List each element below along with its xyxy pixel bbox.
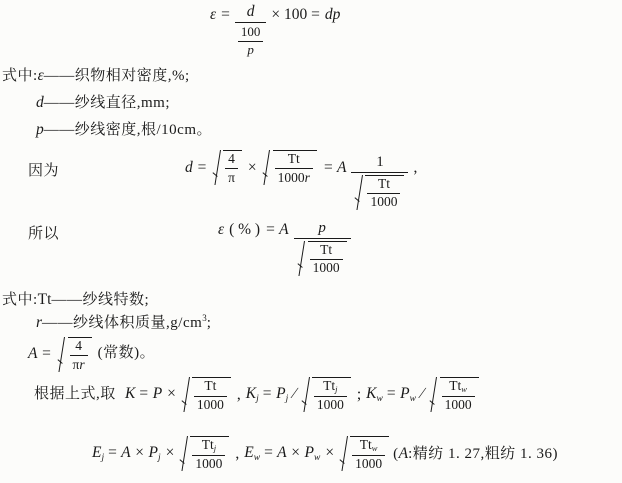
square-root [340, 436, 389, 472]
K-term [366, 385, 423, 405]
A-symbol: A [398, 444, 409, 462]
Tt-symbol: Tt [449, 378, 462, 393]
square-root [213, 150, 242, 186]
r-symbol: r [36, 314, 43, 331]
E-term [92, 444, 174, 464]
r-symbol: r [304, 169, 310, 185]
denominator: p [247, 42, 254, 58]
so-label: 所以 [28, 226, 60, 242]
separator: , [235, 445, 240, 463]
subscript: w [461, 384, 467, 394]
fraction [225, 152, 238, 186]
radicand [350, 436, 389, 472]
radical-sign [182, 377, 192, 413]
equals-P: = P [138, 385, 163, 403]
note-text: :精纺 1. 27,粗纺 1. 36) [408, 445, 559, 462]
subscript: w [376, 394, 383, 405]
operator: ∕ [293, 385, 296, 403]
legend-description: 纱线特数; [82, 292, 150, 308]
open-paren: ( [393, 445, 399, 462]
fraction [314, 379, 347, 413]
subscript: j [256, 394, 259, 405]
radical-sign [213, 150, 223, 186]
legend-label: 式中: [2, 68, 38, 84]
A-values-note [393, 445, 558, 463]
denominator: 1000 [195, 456, 223, 472]
subscript: w [371, 443, 378, 453]
denominator: 1000 [196, 397, 224, 413]
denominator [351, 175, 408, 215]
radical-sign [180, 436, 190, 472]
K-symbol: K [366, 385, 377, 403]
times-sign: × [247, 159, 257, 176]
legend-description: 纱线密度,根/10cm。 [74, 122, 212, 138]
equals-A: = A [265, 221, 289, 238]
square-root [182, 377, 231, 413]
radicand [440, 377, 479, 413]
fraction [192, 438, 225, 472]
Tt-symbol: Tt [37, 291, 52, 308]
d-symbol: d [36, 94, 44, 111]
formula-constant-A [28, 337, 155, 373]
radicand [68, 337, 92, 373]
legend-description: 纱线直径,mm; [74, 95, 171, 111]
legend-label: 式中: [2, 292, 38, 308]
subscript: j [285, 394, 289, 405]
legend-description: 纱线体积质量,g/cm [73, 315, 203, 331]
radical-sign [340, 436, 350, 472]
Tt-symbol: Tt [323, 378, 336, 393]
numerator [446, 379, 470, 394]
epsilon-symbol: ε [37, 67, 44, 84]
den-number: 1000 [277, 169, 305, 185]
equals-P: = P [261, 385, 286, 403]
E-symbol: E [244, 444, 254, 462]
em-dash: —— [43, 122, 75, 138]
numerator: Tt [320, 241, 333, 257]
equals-A: = A [322, 159, 347, 176]
fraction [352, 438, 385, 472]
denominator [235, 24, 267, 58]
square-root [355, 175, 404, 211]
square-root [298, 241, 347, 277]
legend-row [36, 311, 211, 332]
derive-intro: 根据上式,取 [34, 386, 121, 403]
radical-sign [302, 377, 312, 413]
fraction [70, 339, 88, 373]
Tt-symbol: Tt [359, 437, 372, 452]
radicand [192, 377, 231, 413]
operator: × [325, 444, 335, 462]
denominator: 1000 [312, 260, 340, 276]
radicand [273, 150, 317, 186]
cubed-superscript: 3 [202, 313, 207, 323]
fraction-bar [351, 172, 408, 173]
square-root [263, 150, 317, 186]
formula-yarn-diameter [185, 150, 417, 215]
pi-symbol: π [72, 356, 80, 372]
Tt-symbol: Tt [201, 437, 214, 452]
K-symbol: K [125, 385, 136, 403]
numerator: Tt [377, 175, 390, 191]
comma: , [413, 159, 418, 176]
square-root [430, 377, 479, 413]
numerator: d [246, 3, 255, 20]
equals-A-times-P: = A × P [107, 444, 159, 462]
operator: × [167, 385, 176, 403]
fraction [367, 177, 400, 211]
equals-sign: = [221, 6, 230, 23]
K-term [246, 385, 296, 405]
denominator: 1000 [370, 194, 398, 210]
subscript: j [101, 453, 105, 464]
legend-row [36, 118, 212, 139]
K-symbol: K [245, 385, 257, 403]
fraction-bar [235, 22, 267, 23]
subscript: j [213, 443, 217, 453]
times-100-equals: × 100 = [271, 6, 320, 23]
subscript: w [409, 394, 416, 405]
radicand [365, 175, 404, 211]
square-root [58, 337, 92, 373]
r-symbol: r [79, 356, 85, 372]
radicand [223, 150, 242, 186]
legend-row [2, 288, 149, 309]
denominator [275, 171, 313, 186]
radicand [308, 241, 347, 277]
operator: ∕ [420, 385, 424, 403]
radical-sign [298, 241, 308, 277]
dp-term: dp [324, 6, 341, 23]
separator: , [236, 386, 241, 404]
denominator: 1000 [316, 397, 344, 413]
equals-A-times-P: = A × P [263, 444, 315, 462]
fraction [310, 243, 343, 277]
radical-sign [430, 377, 440, 413]
denominator [70, 358, 88, 373]
numerator: 100 [240, 24, 261, 40]
numerator: 1 [376, 154, 384, 170]
fraction [351, 154, 408, 215]
em-dash: —— [43, 68, 75, 84]
constant-note: (常数)。 [97, 345, 156, 361]
denominator: π [228, 169, 235, 185]
square-root [180, 436, 229, 472]
numerator: 4 [75, 338, 82, 353]
A-equals: A = [28, 345, 52, 362]
radical-sign [58, 337, 68, 373]
nested-fraction [238, 25, 264, 58]
subscript: j [158, 453, 161, 464]
subscript: j [335, 384, 338, 394]
denominator [294, 241, 351, 281]
em-dash: —— [43, 95, 75, 111]
p-symbol: p [36, 121, 44, 138]
numerator: Tt [287, 151, 300, 166]
Tt-symbol: Tt [204, 378, 217, 393]
radicand [312, 377, 351, 413]
numerator [357, 438, 381, 453]
fraction-bar [294, 238, 351, 239]
em-dash: —— [42, 315, 74, 331]
legend-description: 织物相对密度,%; [74, 68, 190, 84]
radicand [190, 436, 229, 472]
fraction [442, 379, 475, 413]
subscript: w [253, 453, 261, 464]
semicolon: ; [206, 315, 212, 331]
formula-tightness [92, 436, 558, 472]
epsilon-symbol: ε [218, 221, 225, 238]
fraction [235, 3, 267, 58]
legend-row [36, 91, 170, 112]
separator: ; [356, 386, 362, 404]
formula-density-percent [218, 220, 351, 281]
numerator: 4 [228, 151, 235, 166]
em-dash: —— [51, 292, 83, 308]
fraction [194, 379, 227, 413]
E-term [244, 444, 334, 464]
d-equals: d = [185, 159, 208, 176]
denominator: 1000 [355, 456, 383, 472]
radical-sign [263, 150, 273, 186]
operator: × [165, 444, 175, 462]
denominator: 1000 [444, 397, 472, 413]
equals-P: = P [385, 385, 410, 403]
E-symbol: E [92, 444, 102, 462]
numerator: p [318, 220, 326, 236]
radical-sign [355, 175, 365, 211]
numerator [320, 379, 340, 394]
fraction [275, 152, 313, 186]
formula-relative-density [210, 3, 340, 58]
formula-cover-factors [34, 377, 480, 413]
epsilon-symbol: ε [210, 6, 217, 23]
K-term [125, 385, 176, 405]
numerator [199, 438, 219, 453]
legend-row [2, 64, 190, 85]
because-label: 因为 [28, 163, 60, 179]
fraction [294, 220, 351, 281]
square-root [302, 377, 351, 413]
numerator [201, 379, 219, 394]
percent-parenthetical: ( % ) [229, 221, 261, 238]
subscript: w [314, 453, 321, 464]
